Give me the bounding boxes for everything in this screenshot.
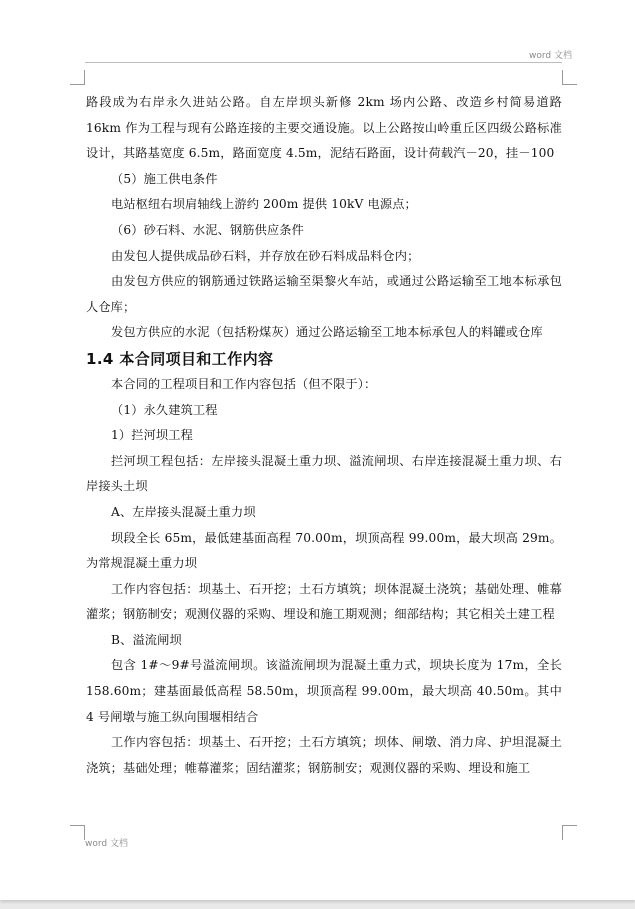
header-label: word 文档: [529, 51, 572, 61]
item-spillway-dam: B、溢流闸坝: [111, 632, 182, 647]
paragraph-left-dam-scope: 工作内容包括：坝基土、石开挖；土石方填筑；坝体混凝土浇筑；基础处理、帷幕灌浆；钢筋制安；观测仪器的采购、埋设和施工期观测；细部结构；其它相关土建工程: [86, 581, 562, 622]
paragraph-dam-components: 拦河坝工程包括：左岸接头混凝土重力坝、溢流闸坝、右岸连接混凝土重力坝、右岸接头土坝: [86, 453, 562, 494]
item-permanent-works: （1）永久建筑工程: [111, 402, 218, 417]
item-left-gravity-dam: A、左岸接头混凝土重力坝: [111, 504, 256, 519]
section-heading: 1.4 本合同项目和工作内容: [86, 349, 274, 368]
paragraph-steel-transport: 由发包方供应的钢筋通过铁路运输至渠黎火车站，或通过公路运输至工地本标承包人仓库；: [86, 274, 562, 314]
margin-corner-top-left: [70, 70, 85, 85]
paragraph-power-source: 电站枢纽右坝肩轴线上游约 200m 提供 10kV 电源点；: [111, 197, 417, 212]
paragraph-left-dam-specs: 坝段全长 65m，最低建基面高程 70.00m，坝顶高程 99.00m，最大坝高 29m。为常规混凝土重力坝: [86, 530, 562, 571]
item-dam-works: 1）拦河坝工程: [111, 428, 193, 443]
paragraph-spillway-scope: 工作内容包括：坝基土、石开挖；土石方填筑；坝体、闸墩、消力戽、护坦混凝土浇筑；基础处理；帷幕灌浆；固结灌浆；钢筋制安；观测仪器的采购、埋设和施工: [86, 735, 562, 775]
margin-corner-bottom-left: [70, 825, 85, 840]
header-rule: [85, 62, 562, 63]
margin-corner-bottom-right: [562, 825, 577, 840]
paragraph-spillway-specs: 包含 1#～9#号溢流闸坝。该溢流闸坝为混凝土重力式，坝块长度为 17m，全长 158.60m；建基面最低高程 58.50m，坝顶高程 99.00m，最大坝高 40.50m。其中 4 号闸墩与施工纵向围堰相结合: [86, 658, 562, 724]
paragraph-sand-gravel: 由发包人提供成品砂石料，并存放在砂石料成品料仓内；: [111, 248, 420, 263]
margin-corner-top-right: [562, 70, 577, 85]
item-power-supply: （5）施工供电条件: [111, 171, 218, 186]
document-body: [86, 90, 562, 781]
paragraph-scope-intro: 本合同的工程项目和工作内容包括（但不限于）：: [111, 376, 377, 391]
paragraph-cement-transport: 发包方供应的水泥（包括粉煤灰）通过公路运输至工地本标承包人的料罐或仓库: [111, 325, 543, 340]
footer-label: word 文档: [85, 839, 128, 849]
paragraph-road-access: 路段成为右岸永久进站公路。自左岸坝头新修 2km 场内公路、改造乡村简易道路 16km 作为工程与现有公路连接的主要交通设施。以上公路按山岭重丘区四级公路标准设计，其路基宽度 6.5m，路面宽度 4.5m，泥结石路面，设计荷载汽－20，挂－100: [86, 95, 562, 161]
item-materials-supply: （6）砂石料、水泥、钢筋供应条件: [111, 222, 304, 237]
